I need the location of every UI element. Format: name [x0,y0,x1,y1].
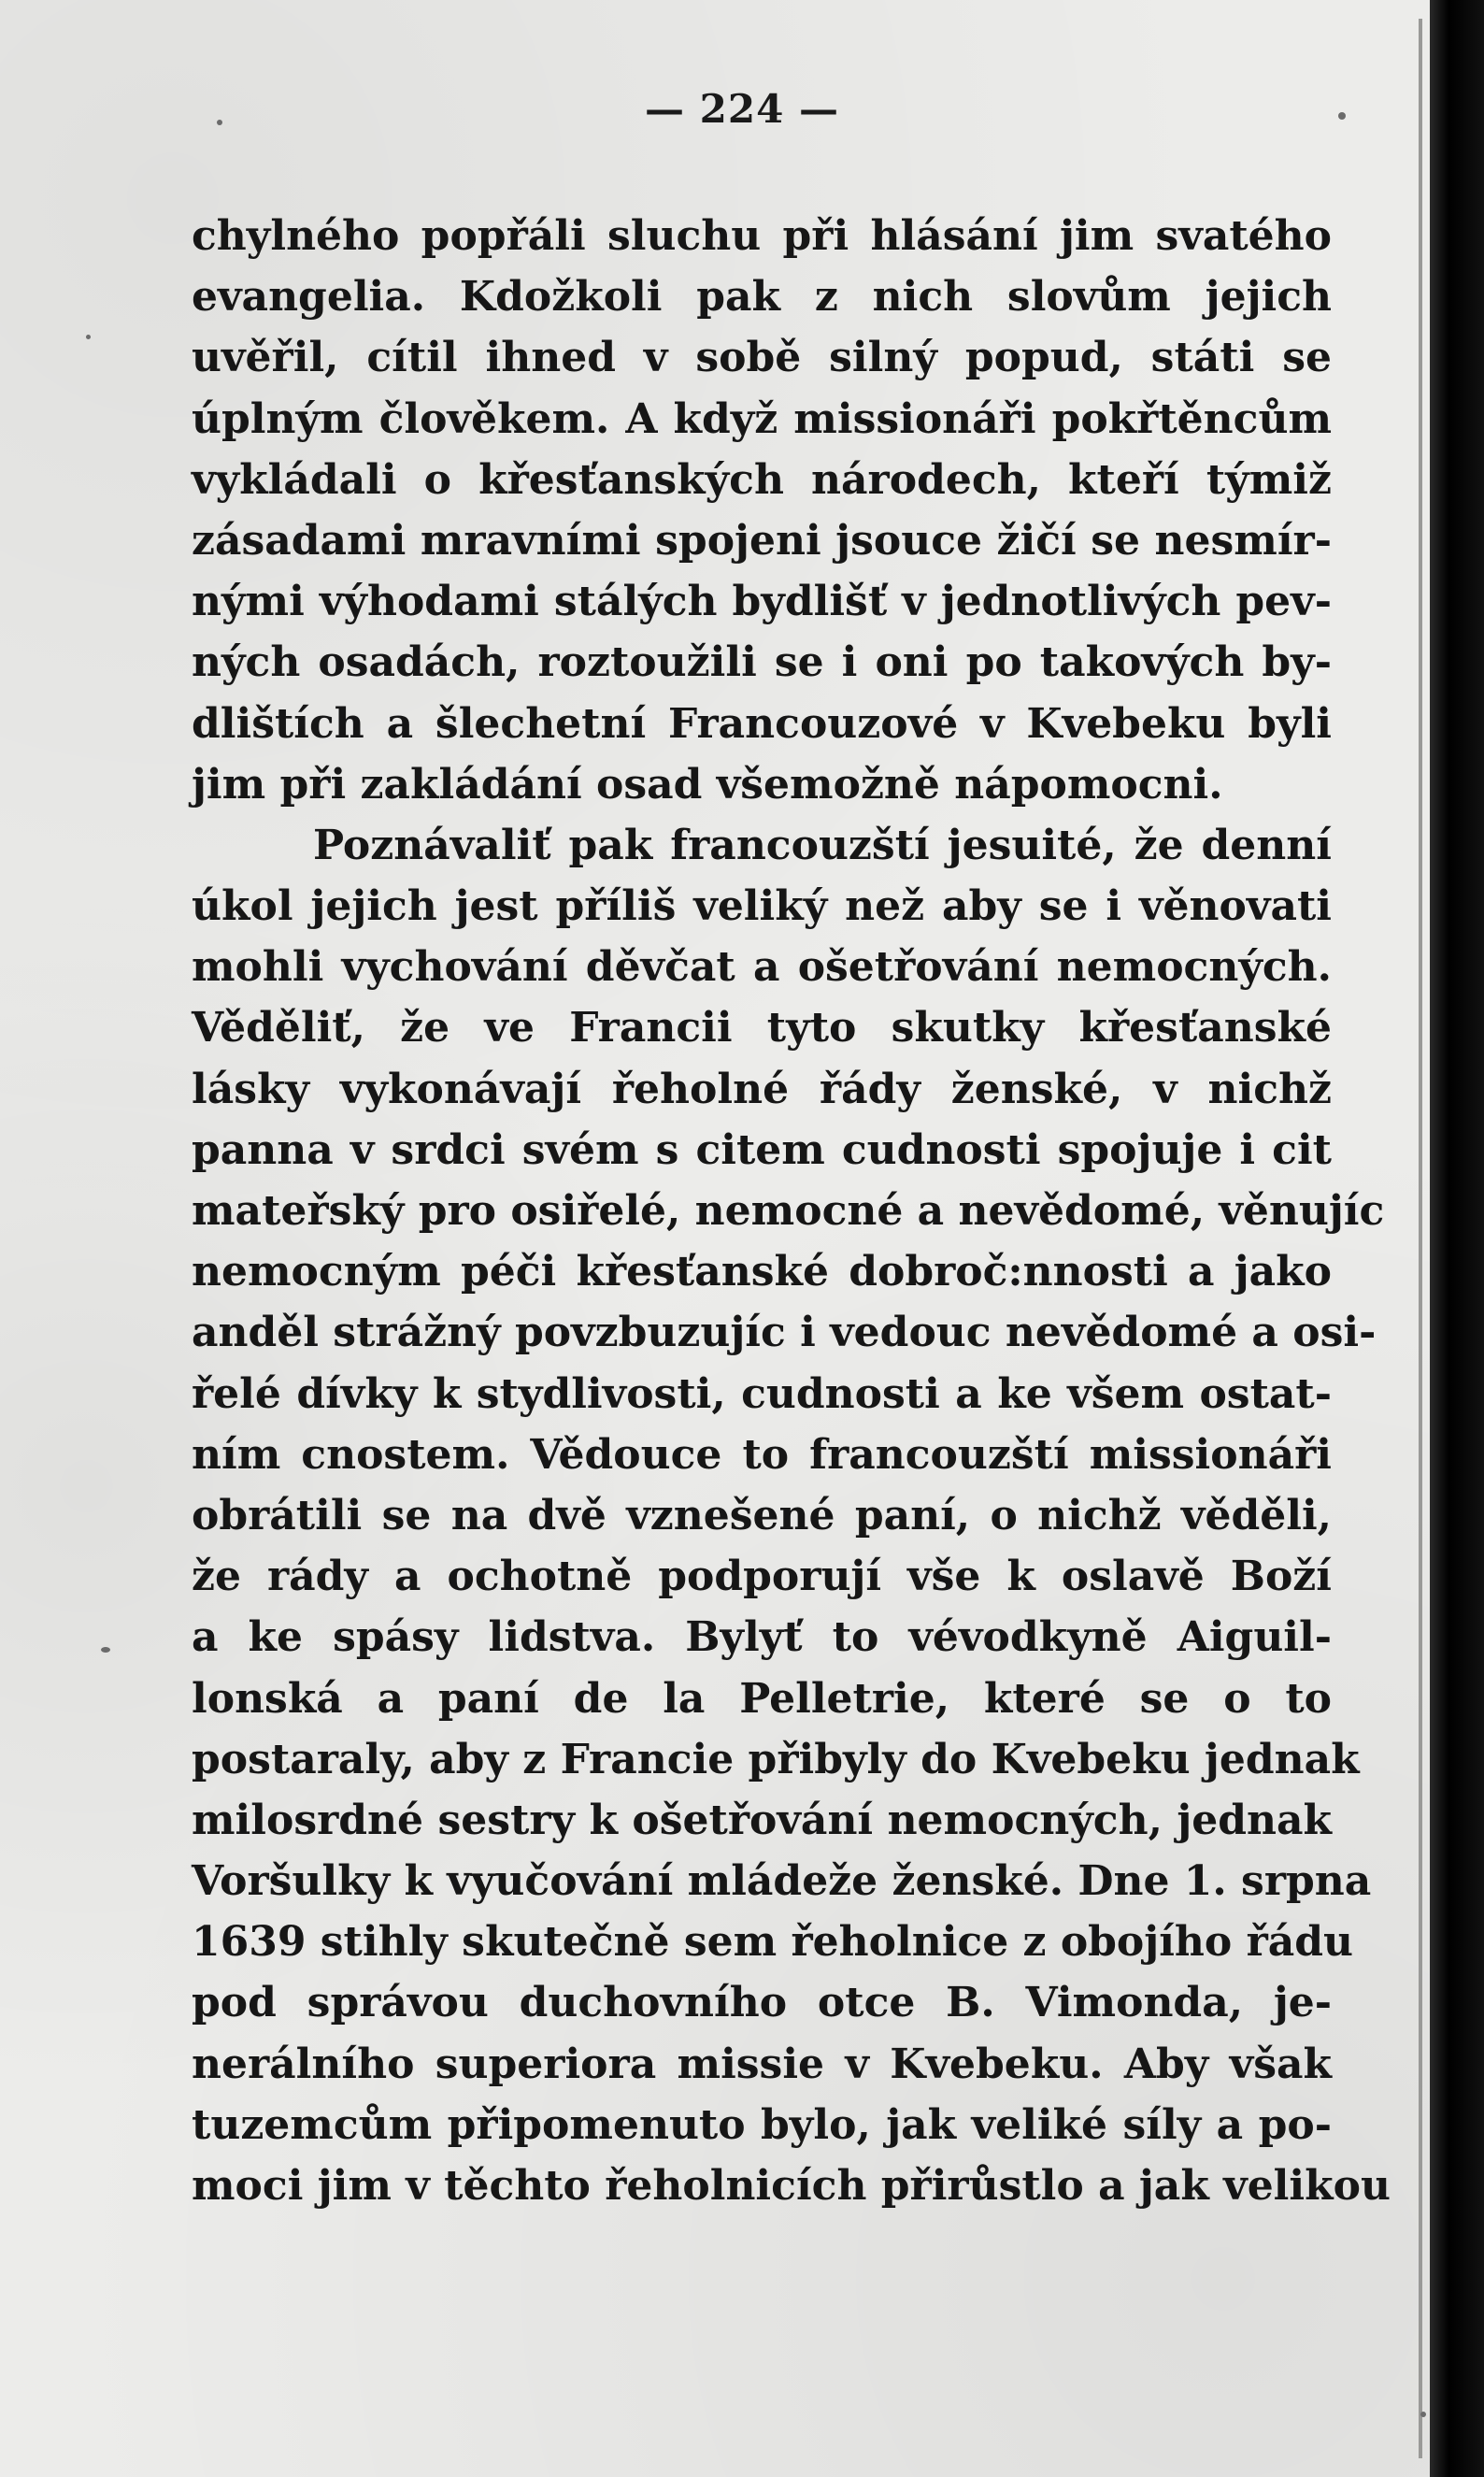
text-line: nerálního superiora missie v Kvebeku. Aby však [192,2040,1332,2088]
paper-speck [101,1647,110,1653]
text-line: lásky vykonávají řeholné řády ženské, v nichž [192,1065,1332,1113]
text-line: jim při zakládání osad všemožně nápomocni. [192,760,1223,809]
text-line: ných osadách, roztoužili se i oni po takových by- [192,638,1332,687]
text-line: ním cnostem. Vědouce to francouzští missionáři [192,1430,1332,1479]
paragraph-first-line: Poznávaliť pak francouzští jesuité, že denní [313,821,1332,869]
text-line: panna v srdci svém s citem cudnosti spojuje i cit [192,1125,1332,1174]
text-line: zásadami mravními spojeni jsouce žičí se nesmír- [192,516,1332,565]
text-line: evangelia. Kdožkoli pak z nich slovům jejich [192,273,1332,322]
book-spine-shadow [1430,0,1484,2477]
text-line: mateřský pro osiřelé, nemocné a nevědomé, věnujíc [192,1187,1385,1235]
text-line: tuzemcům připomenuto bylo, jak veliké síly a po- [192,2100,1332,2149]
text-line: anděl strážný povzbuzujíc i vedouc nevědomé a osi- [192,1309,1377,1357]
paper-speck [1420,2412,1426,2417]
paper-speck [86,335,91,339]
text-line: Věděliť, že ve Francii tyto skutky křesťanské [192,1004,1332,1052]
text-line: úkol jejich jest příliš veliký než aby se i věnovati [192,882,1332,931]
text-line: pod správou duchovního otce B. Vimonda, je- [192,1979,1332,2027]
text-line: a ke spásy lidstva. Bylyť to vévodkyně Aiguil- [192,1613,1332,1662]
text-line: 1639 stihly skutečně sem řeholnice z obojího řádu [192,1918,1354,1967]
text-line: dlištích a šlechetní Francouzové v Kvebeku byli [192,699,1332,748]
text-line: nými výhodami stálých bydlišť v jednotlivých pev- [192,578,1332,626]
body-text [192,206,1391,2216]
text-line: obrátili se na dvě vznešené paní, o nichž věděli, [192,1491,1332,1539]
text-line: moci jim v těchto řeholnicích přirůstlo a jak velikou [192,2162,1391,2210]
text-line: uvěřil, cítil ihned v sobě silný popud, státi se [192,334,1332,382]
text-line: postaraly, aby z Francie přibyly do Kvebeku jednak [192,1735,1360,1783]
text-line: chylného popřáli sluchu při hlásání jim svatého [192,212,1332,260]
text-line: nemocným péči křesťanské dobroč:nnosti a jako [192,1248,1332,1296]
text-line: úplným člověkem. A když missionáři pokřtěncům [192,394,1332,443]
page-number: — 224 — [645,86,839,132]
text-line: řelé dívky k stydlivosti, cudnosti a ke všem ostat- [192,1369,1332,1418]
text-line: Voršulky k vyučování mládeže ženské. Dne 1. srpna [192,1857,1372,1906]
page-edge-line [1419,19,1422,2458]
text-line: lonská a paní de la Pelletrie, které se o to [192,1674,1332,1723]
text-line: mohli vychování děvčat a ošetřování nemocných. [192,943,1332,992]
text-line: milosrdné sestry k ošetřování nemocných, jednak [192,1796,1332,1844]
text-line: že rády a ochotně podporují vše k oslavě Boží [192,1553,1332,1601]
text-line: vykládali o křesťanských národech, kteří týmiž [192,455,1332,504]
